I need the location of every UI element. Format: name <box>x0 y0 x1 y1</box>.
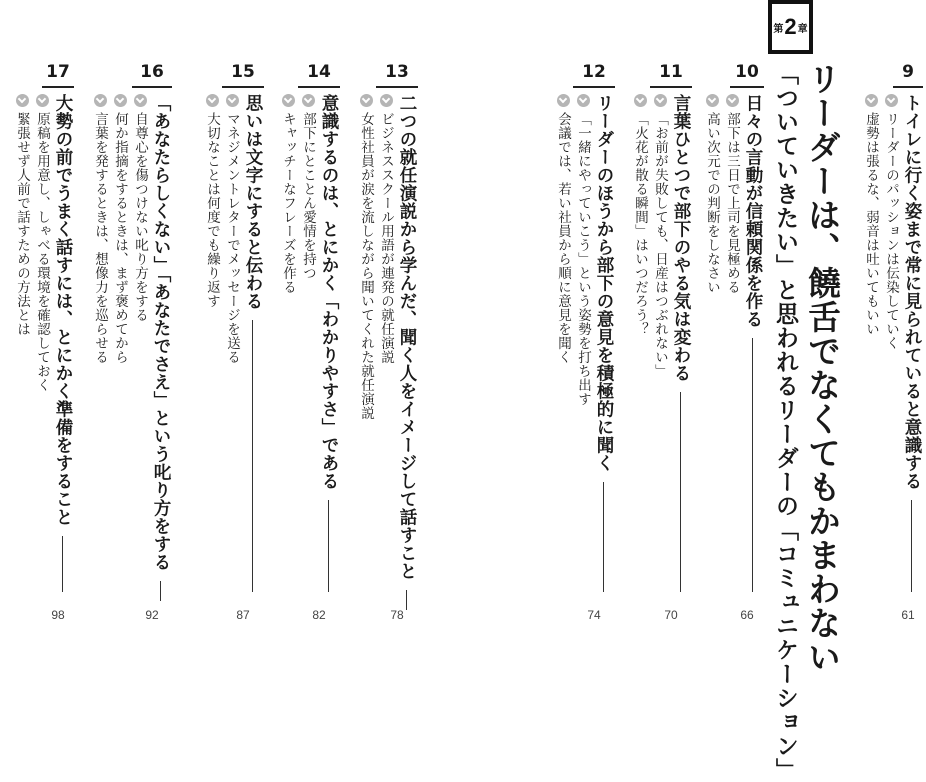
leader-line <box>252 320 253 592</box>
chapter-title-line1: リーダーは、饒舌でなくてもかまわない <box>803 62 842 674</box>
subsection-text: 何か指摘をするときは、まず褒めてから <box>112 112 128 364</box>
section-title-text: 二つの就任演説から学んだ、聞く人をイメージして話すこと <box>397 94 417 580</box>
toc-section-9[interactable] <box>863 62 923 622</box>
section-title[interactable] <box>741 94 764 592</box>
leader-line <box>911 500 912 592</box>
chevron-down-icon <box>282 94 295 107</box>
chapter-prefix: 第 <box>773 23 784 35</box>
subsection-text: 女性社員が涙を流しながら聞いてくれた就任演説 <box>358 112 374 420</box>
leader-line <box>328 500 329 592</box>
chevron-down-icon <box>226 94 239 107</box>
page-number: 98 <box>51 608 65 622</box>
leader-line <box>752 338 753 592</box>
section-title-text: トイレに行く姿まで常に見られていると意識する <box>902 94 922 490</box>
subsection-text: 「一緒にやっていこう」という姿勢を打ち出す <box>575 112 591 406</box>
section-title-text: 言葉ひとつで部下のやる気は変わる <box>671 94 691 382</box>
subsection-item[interactable] <box>111 94 129 592</box>
subsection-text: 部下にとことん愛情を持つ <box>300 112 316 280</box>
section-body <box>629 94 692 592</box>
chevron-down-icon <box>302 94 315 107</box>
section-body <box>552 94 615 592</box>
page-number: 66 <box>740 608 754 622</box>
section-title-text: 大勢の前でうまく話すには、とにかく準備をすること <box>53 94 73 526</box>
section-number: 10 <box>730 64 764 88</box>
section-body <box>701 94 764 592</box>
page-number: 92 <box>145 608 159 622</box>
toc-section-16[interactable] <box>86 64 172 622</box>
section-title[interactable] <box>317 94 340 592</box>
chevron-down-icon <box>557 94 570 107</box>
subsection-item[interactable] <box>357 94 375 592</box>
section-body <box>11 94 74 592</box>
chevron-down-icon <box>654 94 667 107</box>
subsection-text: 言葉を発するときは、想像力を巡らせる <box>92 112 108 364</box>
toc-section-10[interactable] <box>704 62 764 622</box>
subsection-item[interactable] <box>13 94 31 592</box>
section-title[interactable] <box>241 94 264 592</box>
page-number: 82 <box>312 608 326 622</box>
subsection-item[interactable] <box>651 94 669 592</box>
section-body <box>860 94 923 592</box>
chevron-down-icon <box>16 94 29 107</box>
subsection-text: 高い次元での判断をしなさい <box>704 112 720 294</box>
section-title[interactable] <box>51 94 74 592</box>
leader-line <box>603 482 604 592</box>
leader-line <box>62 536 63 592</box>
toc-section-15[interactable] <box>204 62 264 622</box>
leader-line <box>680 392 681 592</box>
subsection-item[interactable] <box>882 94 900 592</box>
subsection-text: 大切なことは何度でも繰り返す <box>204 112 220 308</box>
section-title-text: 「あなたらしくない」「あなたでさえ」という叱り方をする <box>151 94 171 572</box>
section-title[interactable] <box>395 94 418 592</box>
section-title[interactable] <box>592 94 615 592</box>
subsection-text: 会議では、若い社員から順に意見を聞く <box>555 112 571 364</box>
subsection-item[interactable] <box>574 94 592 592</box>
chevron-down-icon <box>94 94 107 107</box>
chevron-down-icon <box>634 94 647 107</box>
section-body <box>355 94 418 592</box>
subsection-item[interactable] <box>862 94 880 592</box>
subsection-item[interactable] <box>377 94 395 592</box>
section-number: 15 <box>222 64 264 88</box>
section-body <box>201 94 264 592</box>
subsection-item[interactable] <box>131 94 149 592</box>
section-title-text: リーダーのほうから部下の意見を積極的に聞く <box>594 94 614 472</box>
page-number: 78 <box>390 608 404 622</box>
chapter-title-line2: 「ついていきたい」と思われるリーダーの「コミュニケーション」 <box>772 62 798 782</box>
subsection-text: 「お前が失敗しても、日産はつぶれない」 <box>652 112 668 378</box>
toc-section-12[interactable] <box>555 62 615 622</box>
subsection-text: 「火花が散る瞬間」はいつだろう？ <box>632 112 648 336</box>
subsection-text: リーダーのパッションは伝染していく <box>883 112 899 350</box>
subsection-item[interactable] <box>703 94 721 592</box>
section-title-text: 意識するのは、とにかく「わかりやすさ」である <box>319 94 339 490</box>
leader-line <box>406 590 407 610</box>
chapter-badge-inner <box>772 4 809 50</box>
toc-section-17[interactable] <box>2 64 74 622</box>
toc-section-11[interactable] <box>632 62 692 622</box>
chapter-badge <box>768 0 813 54</box>
section-title[interactable] <box>149 94 172 592</box>
subsection-item[interactable] <box>91 94 109 592</box>
section-number: 16 <box>132 64 172 88</box>
chevron-down-icon <box>36 94 49 107</box>
section-body <box>277 94 340 592</box>
chevron-down-icon <box>577 94 590 107</box>
chevron-down-icon <box>134 94 147 107</box>
subsection-item[interactable] <box>223 94 241 592</box>
subsection-item[interactable] <box>631 94 649 592</box>
subsection-item[interactable] <box>554 94 572 592</box>
subsection-text: キャッチーなフレーズを作る <box>280 112 296 294</box>
page-number: 74 <box>587 608 601 622</box>
subsection-text: 緊張せず人前で話すための方法とは <box>14 112 30 336</box>
chevron-down-icon <box>380 94 393 107</box>
section-title-text: 思いは文字にすると伝わる <box>243 94 263 310</box>
leader-line <box>160 581 161 601</box>
subsection-text: 自尊心を傷つけない叱り方をする <box>132 112 148 322</box>
subsection-item[interactable] <box>299 94 317 592</box>
section-title[interactable] <box>900 94 923 592</box>
section-title-text: 日々の言動が信頼関係を作る <box>743 94 763 328</box>
subsection-item[interactable] <box>33 94 51 592</box>
section-title[interactable] <box>669 94 692 592</box>
subsection-item[interactable] <box>203 94 221 592</box>
section-number: 9 <box>893 64 923 88</box>
section-number: 11 <box>650 64 692 88</box>
section-body <box>89 94 172 592</box>
section-number: 13 <box>376 64 418 88</box>
chevron-down-icon <box>885 94 898 107</box>
page-number: 70 <box>664 608 678 622</box>
subsection-text: 虚勢は張るな、弱音は吐いてもいい <box>863 112 879 336</box>
section-number: 12 <box>573 64 615 88</box>
page-number: 61 <box>901 608 915 622</box>
toc-section-13[interactable] <box>358 62 418 622</box>
subsection-text: マネジメントレターでメッセージを送る <box>224 112 240 364</box>
chevron-down-icon <box>865 94 878 107</box>
subsection-item[interactable] <box>723 94 741 592</box>
subsection-text: 部下は三日で上司を見極める <box>724 112 740 294</box>
subsection-item[interactable] <box>279 94 297 592</box>
subsection-text: ビジネススクール用語が連発の就任演説 <box>378 112 394 364</box>
chapter-number: 2 <box>784 14 797 39</box>
subsection-text: 原稿を用意し、しゃべる環境を確認しておく <box>34 112 50 392</box>
page-number: 87 <box>236 608 250 622</box>
section-number: 14 <box>298 64 340 88</box>
chevron-down-icon <box>114 94 127 107</box>
section-number: 17 <box>42 64 74 88</box>
chevron-down-icon <box>360 94 373 107</box>
chevron-down-icon <box>726 94 739 107</box>
toc-section-14[interactable] <box>280 62 340 622</box>
chapter-title <box>770 62 842 782</box>
chevron-down-icon <box>206 94 219 107</box>
chapter-suffix: 章 <box>797 23 808 35</box>
chevron-down-icon <box>706 94 719 107</box>
